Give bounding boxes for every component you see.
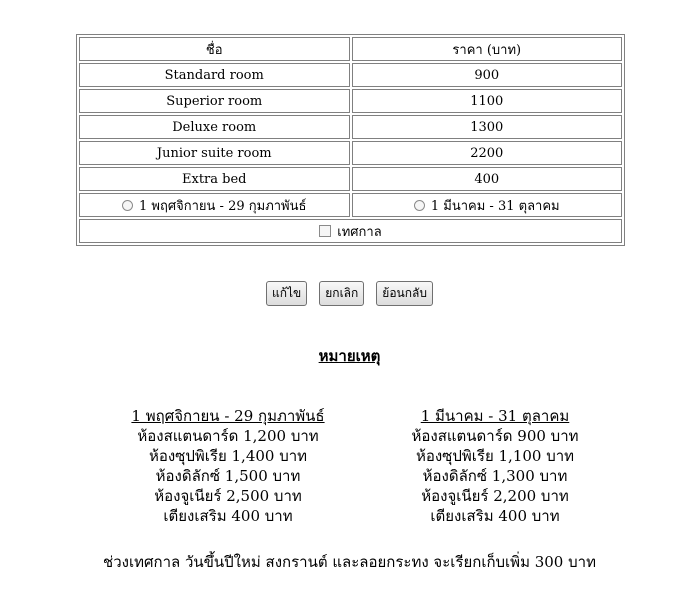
- room-price: 900: [352, 63, 623, 87]
- room-price: 1300: [352, 115, 623, 139]
- festival-cell: [79, 219, 622, 243]
- rate-period-1: [118, 406, 338, 526]
- season-radio-label-1: 1 พฤศจิกายน - 29 กุมภาพันธ์: [139, 198, 307, 214]
- room-name: Deluxe room: [79, 115, 350, 139]
- action-buttons: [0, 281, 699, 306]
- rate-line: ห้องจูเนียร์ 2,500 บาท: [154, 487, 302, 505]
- rate-line: ห้องสแตนดาร์ด 1,200 บาท: [137, 427, 319, 445]
- room-name: Extra bed: [79, 167, 350, 191]
- festival-row: [79, 219, 622, 243]
- room-price: 1100: [352, 89, 623, 113]
- table-row: [79, 89, 622, 113]
- season-radio-row: [79, 193, 622, 217]
- rate-line: ห้องซุปพิเรีย 1,100 บาท: [415, 447, 575, 465]
- table-row: [79, 141, 622, 165]
- festival-checkbox[interactable]: [319, 225, 331, 237]
- rate-line: เตียงเสริม 400 บาท: [430, 507, 560, 525]
- header-price: ราคา (บาท): [352, 37, 623, 61]
- edit-button[interactable]: แก้ไข: [266, 281, 307, 306]
- season-radio-2[interactable]: [414, 200, 425, 211]
- rate-line: ห้องจูเนียร์ 2,200 บาท: [421, 487, 569, 505]
- cancel-button[interactable]: ยกเลิก: [319, 281, 364, 306]
- festival-checkbox-label: เทศกาล: [337, 224, 382, 240]
- room-price: 400: [352, 167, 623, 191]
- rate-line: ห้องสแตนดาร์ด 900 บาท: [411, 427, 579, 445]
- back-button[interactable]: ย้อนกลับ: [376, 281, 433, 306]
- season-radio-option-2[interactable]: [353, 195, 622, 216]
- period-title-1: 1 พฤศจิกายน - 29 กุมภาพันธ์: [131, 407, 325, 425]
- rate-line: เตียงเสริม 400 บาท: [163, 507, 293, 525]
- table-row: [79, 167, 622, 191]
- room-name: Standard room: [79, 63, 350, 87]
- season-radio-cell-1: [79, 193, 350, 217]
- festival-option[interactable]: [80, 221, 621, 242]
- rate-line: ห้องดิลักซ์ 1,300 บาท: [422, 467, 568, 485]
- room-name: Junior suite room: [79, 141, 350, 165]
- period-title-2: 1 มีนาคม - 31 ตุลาคม: [420, 407, 570, 425]
- season-radio-label-2: 1 มีนาคม - 31 ตุลาคม: [430, 198, 560, 214]
- season-radio-1[interactable]: [122, 200, 133, 211]
- rate-period-2: [385, 406, 605, 526]
- room-price-table: [76, 34, 625, 246]
- rate-line: ห้องดิลักซ์ 1,500 บาท: [155, 467, 301, 485]
- room-name: Superior room: [79, 89, 350, 113]
- rate-line: ห้องซุปพิเรีย 1,400 บาท: [148, 447, 308, 465]
- festival-surcharge-note: ช่วงเทศกาล วันขึ้นปีใหม่ สงกรานต์ และลอยกระทง จะเรียกเก็บเพิ่ม 300 บาท: [103, 553, 596, 571]
- season-radio-cell-2: [352, 193, 623, 217]
- room-price: 2200: [352, 141, 623, 165]
- notes-title: หมายเหตุ: [318, 347, 381, 365]
- header-name: ชื่อ: [79, 37, 350, 61]
- table-row: [79, 115, 622, 139]
- season-radio-option-1[interactable]: [80, 195, 349, 216]
- table-row: [79, 63, 622, 87]
- table-header-row: [79, 37, 622, 61]
